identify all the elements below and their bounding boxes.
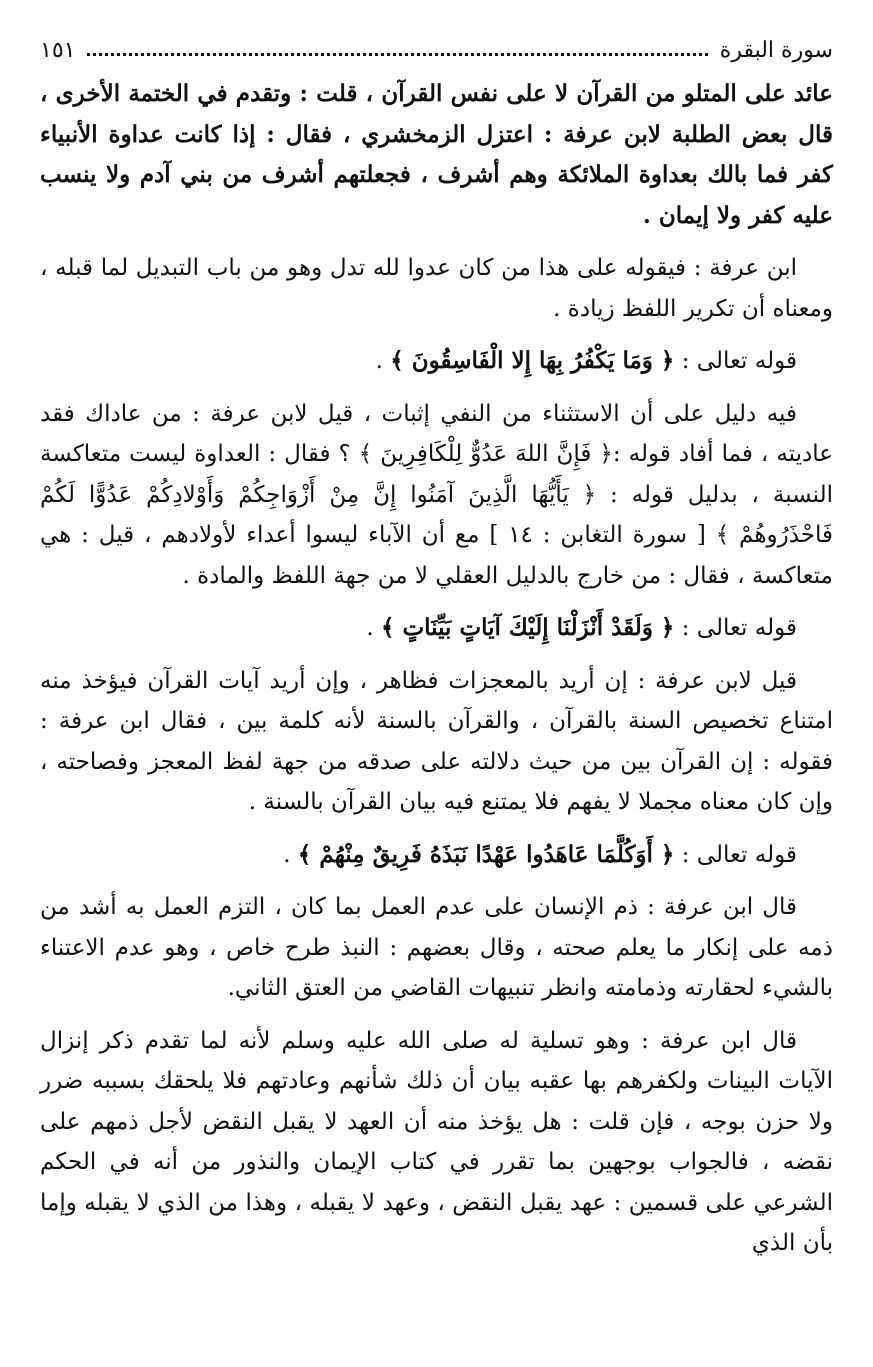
verse-suffix: . (283, 841, 298, 868)
paragraph-text: قيل لابن عرفة : إن أريد بالمعجزات فظاهر ، وإن أريد آيات القرآن فيؤخذ منه امتناع تخصيص السنة بالقرآن ، والقرآن بالسنة لأنه كلمة بين ، فقال ابن عرفة : فقوله : إن القرآن بين من حيث دلالته على صدقه من جهة لفظ المعجز وفصاحته ، وإن كان معناه مجملا لا يفهم فلا يمتنع فيه بيان القرآن بالسنة . (40, 667, 833, 815)
paragraph (40, 649, 833, 823)
paragraph (40, 74, 833, 236)
paragraph-text: قال ابن عرفة : وهو تسلية له صلى الله عليه وسلم لأنه لما تقدم ذكر إنزال الآيات البينات ولكفرهم بها عقبه بيان أن ذلك شأنهم وعادتهم فلا يلحقك بسببه ضرر ولا حزن بوجه ، فإن قلت : هل يؤخذ منه أن العهد لا يقبل النقض لأجل ذمهم على نقضه ، فالجواب بوجهين بما تقرر في كتاب الإيمان والنذور من أنه في الحكم الشرعي على قسمين : عهد يقبل النقض ، وعهد لا يقبله ، وهذا من الذي لا يقبله وإما بأن الذي (40, 1027, 833, 1256)
quran-verse: ﴿ وَمَا يَكْفُرُ بِهَا إِلا الْفَاسِقُونَ ﴾ (390, 347, 675, 374)
verse-heading (40, 596, 833, 649)
paragraph-text: قال ابن عرفة : ذم الإنسان على عدم العمل بما كان ، التزم العمل به أشد من ذمه على إنكار ما يعلم صحته ، وقال بعضهم : النبذ طرح خاص ، وهو عدم الاعتناء بالشيء لحقارته وذمامته وانظر تنبيهات القاضي من العتق الثاني. (40, 894, 833, 1001)
running-header (40, 30, 833, 70)
paragraph (40, 1009, 833, 1264)
paragraph-text: فيه دليل على أن الاستثناء من النفي إثبات ، قيل لابن عرفة : من عاداك فقد عاديته ، فما أفاد قوله :﴿ فَإِنَّ اللهَ عَدُوٌّ لِلْكَافِرِينَ ﴾ ؟ فقال : العداوة ليست متعاكسة النسبة ، بدليل قوله : ﴿ يَأَيُّهَا الَّذِينَ آمَنُوا إِنَّ مِنْ أَزْوَاجِكُمْ وَأَوْلادِكُمْ عَدُوًّا لَكُمْ فَاحْذَرُوهُمْ ﴾ [ سورة التغابن : ١٤ ] مع أن الآباء ليسوا أعداء لأولادهم ، قيل : هي متعاكسة ، فقال : من خارج بالدليل العقلي لا من جهة اللفظ والمادة . (40, 400, 833, 589)
verse-prefix: قوله تعالى : (681, 348, 797, 374)
quran-verse: ﴿ وَلَقَدْ أَنْزَلْنَا إِلَيْكَ آيَاتٍ بَيِّنَاتٍ ﴾ (381, 614, 675, 641)
paragraph-text: ابن عرفة : فيقوله على هذا من كان عدوا لله تدل وهو من باب التبديل لما قبله ، ومعناه أن تكرير اللفظ زيادة . (40, 255, 833, 322)
verse-heading (40, 823, 833, 876)
verse-heading (40, 329, 833, 382)
verse-suffix: . (375, 348, 391, 374)
verse-suffix: . (366, 615, 382, 641)
quran-verse: ﴿ أَوَكُلَّمَا عَاهَدُوا عَهْدًا نَبَذَهُ فَرِيقٌ مِنْهُمْ ﴾ (297, 840, 675, 868)
header-dotted-rule (87, 53, 707, 56)
paragraph (40, 382, 833, 597)
verse-prefix: قوله تعالى : (681, 615, 797, 641)
paragraph (40, 236, 833, 329)
paragraph-text: عائد على المتلو من القرآن لا على نفس القرآن ، قلت : وتقدم في الختمة الأخرى ، قال بعض الطلبة لابن عرفة : اعتزل الزمخشري ، فقال : إذا كانت عداوة الأنبياء كفر فما بالك بعداوة الملائكة وهم أشرف ، فجعلتهم أشرف من بني آدم ولا ينسب عليه كفر ولا إيمان . (40, 80, 833, 229)
paragraph (40, 875, 833, 1009)
verse-prefix: قوله تعالى : (681, 841, 797, 868)
page-number: ١٥١ (40, 37, 76, 63)
page-content (40, 74, 833, 1264)
surah-title: سورة البقرة (719, 37, 833, 63)
